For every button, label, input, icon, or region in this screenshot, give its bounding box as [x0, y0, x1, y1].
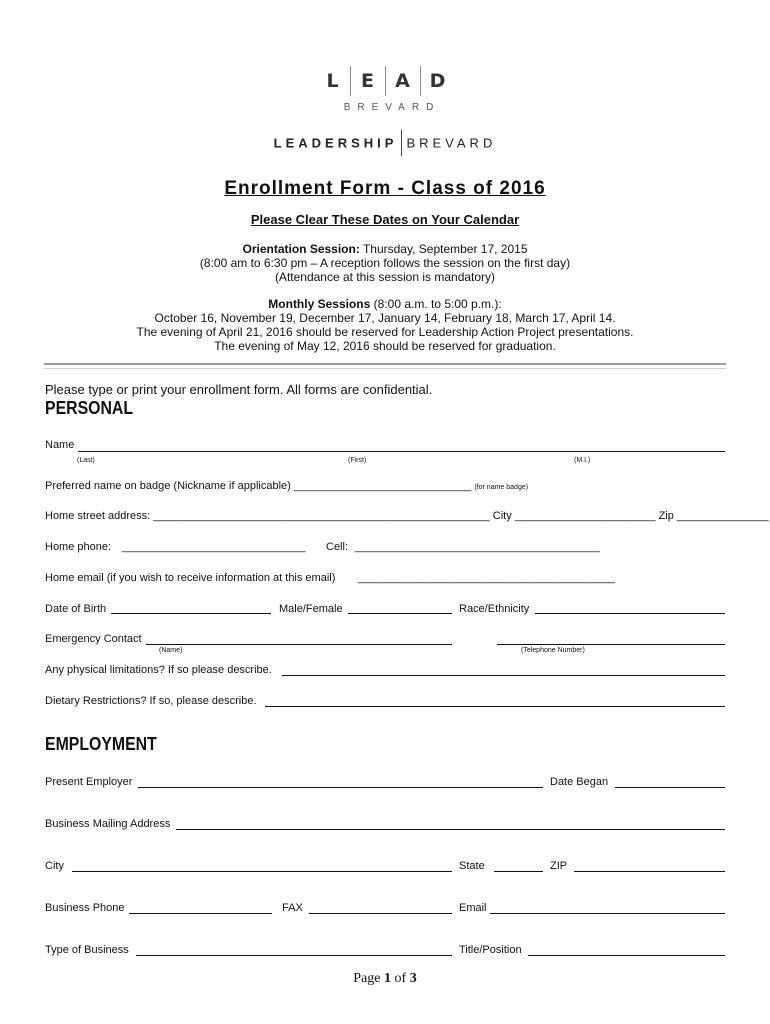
name-mi-caption: (M.I.)	[574, 457, 591, 464]
logo-letter-d: D	[429, 70, 446, 92]
employment-heading: EMPLOYMENT	[45, 734, 157, 754]
business-zip-label: ZIP	[550, 860, 568, 872]
race-input[interactable]	[535, 613, 725, 614]
emergency-phone-input[interactable]	[497, 644, 725, 645]
cell-label: Cell:	[326, 541, 349, 553]
home-zip-input[interactable]: _______________	[676, 510, 769, 522]
business-address-input[interactable]	[176, 829, 725, 830]
monthly-evening-2: The evening of May 12, 2016 should be reserved for graduation.	[214, 339, 556, 353]
business-city-input[interactable]	[72, 871, 452, 872]
wordmark-leadership: LEADERSHIP	[273, 135, 398, 151]
logo-letter-e: E	[361, 70, 374, 92]
home-address-label: Home street address:	[45, 510, 151, 522]
name-first-caption: (First)	[348, 457, 367, 464]
home-zip-label: Zip	[658, 510, 674, 522]
intro-text: Please type or print your enrollment form. All forms are confidential.	[45, 382, 433, 397]
orientation-note: (Attendance at this session is mandatory)	[274, 270, 496, 284]
title-position-input[interactable]	[528, 955, 725, 956]
employer-input[interactable]	[138, 787, 543, 788]
business-phone-label: Business Phone	[45, 902, 125, 914]
logo-letter-a: A	[395, 70, 410, 92]
logo-subtext: BREVARD	[343, 102, 441, 113]
business-email-label: Email	[459, 902, 487, 914]
fax-input[interactable]	[309, 913, 452, 914]
logo-letter-l: L	[326, 70, 339, 92]
name-input[interactable]	[78, 451, 725, 452]
business-type-label: Type of Business	[45, 944, 129, 956]
home-address-input[interactable]: _______________________________________________________	[153, 510, 490, 522]
business-zip-input[interactable]	[574, 871, 725, 872]
physical-limitations-label: Any physical limitations? If so please describe.	[45, 664, 272, 676]
dietary-restrictions-label: Dietary Restrictions? If so, please describe.	[45, 695, 257, 707]
dietary-restrictions-input[interactable]	[265, 706, 725, 707]
date-began-label: Date Began	[550, 776, 609, 788]
monthly-block	[0, 297, 770, 353]
home-address-row	[45, 510, 769, 522]
name-label: Name	[45, 439, 75, 451]
business-email-input[interactable]	[490, 913, 725, 914]
monthly-time: (8:00 a.m. to 5:00 p.m.):	[370, 297, 502, 311]
cell-input[interactable]: ________________________________________	[355, 541, 600, 553]
page-number: Page 1 of 3	[353, 971, 417, 986]
dob-label: Date of Birth	[45, 603, 107, 615]
orientation-block	[0, 242, 770, 284]
home-phone-input[interactable]: ______________________________	[122, 541, 306, 553]
title-position-label: Title/Position	[459, 944, 522, 956]
home-email-input[interactable]: __________________________________________	[358, 572, 615, 584]
monthly-evening-1: The evening of April 21, 2016 should be reserved for Leadership Action Project presentations.	[136, 325, 634, 339]
preferred-name-note: (for name badge)	[474, 484, 529, 491]
dob-input[interactable]	[111, 613, 271, 614]
home-city-label: City	[492, 510, 512, 522]
home-city-input[interactable]: _______________________	[514, 510, 656, 522]
date-began-input[interactable]	[615, 787, 725, 788]
monthly-dates: October 16, November 19, December 17, January 14, February 18, March 17, April 14.	[154, 311, 616, 325]
home-phone-label: Home phone:	[45, 541, 112, 553]
preferred-name-row	[45, 480, 528, 492]
gender-input[interactable]	[348, 613, 452, 614]
form-title: Enrollment Form - Class of 2016	[224, 178, 546, 199]
employer-label: Present Employer	[45, 776, 133, 788]
business-state-label: State	[459, 860, 485, 872]
leadership-brevard-wordmark	[0, 131, 770, 157]
monthly-label: Monthly Sessions	[268, 297, 371, 311]
race-label: Race/Ethnicity	[459, 603, 530, 615]
gender-label: Male/Female	[279, 603, 343, 615]
business-phone-input[interactable]	[129, 913, 272, 914]
personal-heading: PERSONAL	[45, 398, 134, 418]
business-address-label: Business Mailing Address	[45, 818, 171, 830]
lead-logo	[0, 66, 770, 96]
wordmark-divider	[401, 130, 402, 156]
emergency-contact-label: Emergency Contact	[45, 633, 142, 645]
business-city-label: City	[45, 860, 64, 872]
wordmark-brevard: BREVARD	[406, 135, 497, 151]
orientation-date: Thursday, September 17, 2015	[359, 242, 528, 256]
preferred-name-label: Preferred name on badge (Nickname if applicable)	[45, 480, 291, 492]
home-email-label: Home email (if you wish to receive information at this email)	[45, 572, 336, 584]
emergency-phone-caption: (Telephone Number)	[521, 647, 585, 654]
preferred-name-input[interactable]: _____________________________	[293, 480, 472, 492]
business-state-input[interactable]	[494, 871, 543, 872]
physical-limitations-input[interactable]	[282, 675, 725, 676]
calendar-subtitle: Please Clear These Dates on Your Calendar	[250, 212, 520, 227]
header-divider	[44, 363, 726, 369]
fax-label: FAX	[282, 902, 303, 914]
business-type-input[interactable]	[136, 955, 452, 956]
orientation-time: (8:00 am to 6:30 pm – A reception follows the session on the first day)	[199, 256, 571, 270]
emergency-name-caption: (Name)	[159, 647, 183, 654]
emergency-name-input[interactable]	[146, 644, 452, 645]
name-last-caption: (Last)	[77, 457, 95, 464]
orientation-label: Orientation Session:	[242, 242, 360, 256]
